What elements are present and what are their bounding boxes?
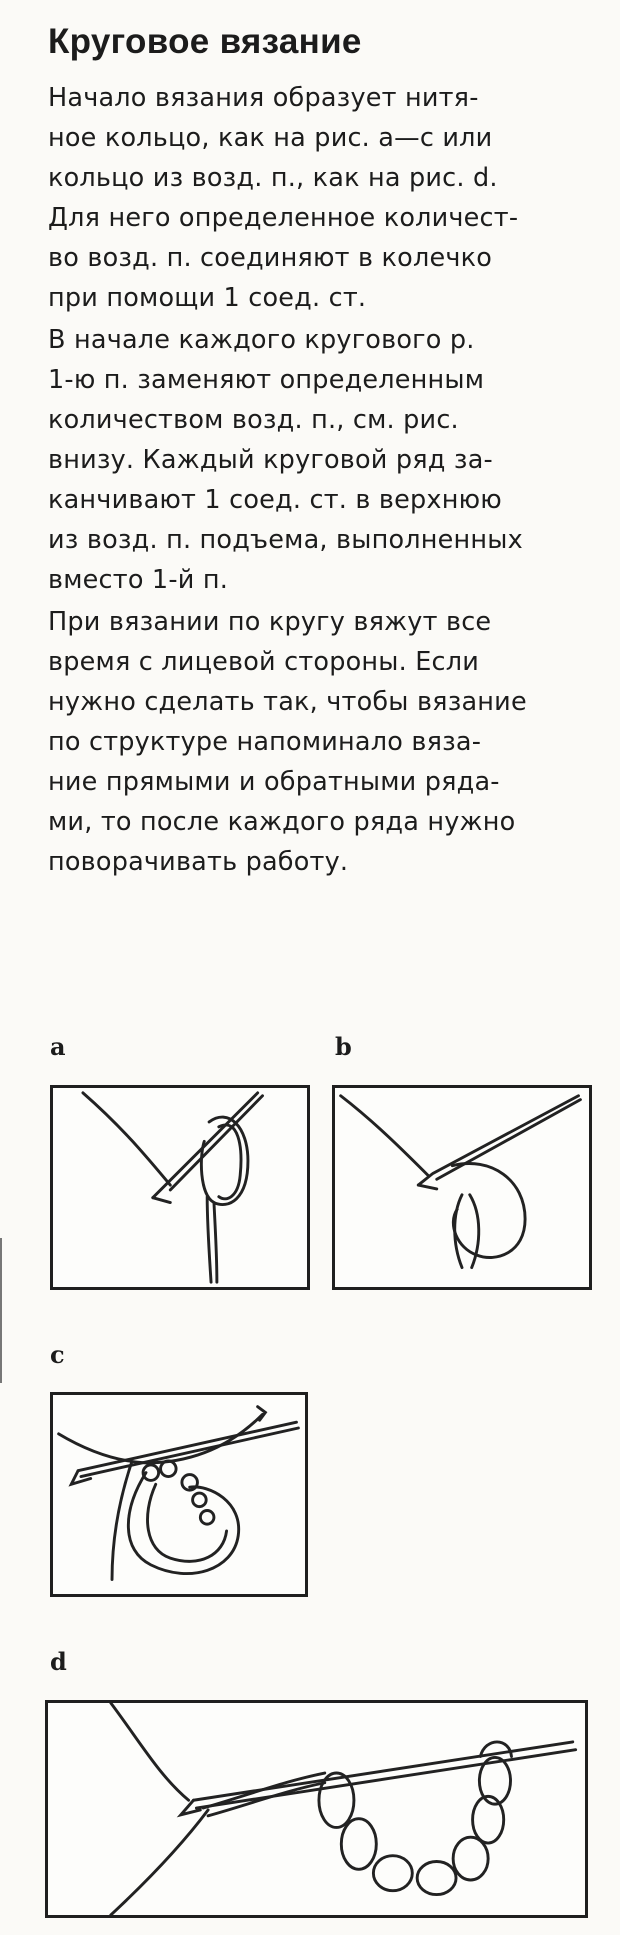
text-line: во возд. п. соединяют в колечко <box>48 243 492 273</box>
text-line: кольцо из возд. п., как на рис. d. <box>48 163 498 193</box>
figure-d-label: d <box>50 1647 67 1676</box>
paragraph-2 <box>48 320 608 600</box>
text-line: при помощи 1 соед. ст. <box>48 283 367 313</box>
text-line: из возд. п. подъема, выполненных <box>48 525 523 555</box>
text-line: ние прямыми и обратными ряда- <box>48 767 500 797</box>
figure-b-illustration <box>332 1085 592 1290</box>
page-title: Круговое вязание <box>48 22 362 61</box>
text-line: канчивают 1 соед. ст. в верхнюю <box>48 485 502 515</box>
text-line: вместо 1-й п. <box>48 565 229 595</box>
crochet-illustration-a <box>53 1088 307 1287</box>
figure-a-label: a <box>50 1032 66 1061</box>
text-line: Для него определенное количест- <box>48 203 519 233</box>
text-line: нужно сделать так, чтобы вязание <box>48 687 527 717</box>
text-line: внизу. Каждый круговой ряд за- <box>48 445 493 475</box>
figure-a-illustration <box>50 1085 310 1290</box>
figure-d-illustration <box>45 1700 588 1918</box>
text-line: по структуре напоминало вяза- <box>48 727 482 757</box>
body-text <box>48 78 608 882</box>
paragraph-3 <box>48 602 608 882</box>
paragraph-1 <box>48 78 608 318</box>
figure-b-label: b <box>335 1032 352 1061</box>
page-edge-line <box>0 1238 2 1383</box>
crochet-illustration-b <box>335 1088 589 1287</box>
text-line: В начале каждого кругового р. <box>48 325 475 355</box>
text-line: ное кольцо, как на рис. a—c или <box>48 123 493 153</box>
text-line: 1-ю п. заменяют определенным <box>48 365 485 395</box>
text-line: Начало вязания образует нитя- <box>48 83 479 113</box>
text-line: время с лицевой стороны. Если <box>48 647 480 677</box>
text-line: поворачивать работу. <box>48 847 349 877</box>
text-line: При вязании по кругу вяжут все <box>48 607 492 637</box>
figure-c-label: c <box>50 1340 65 1369</box>
crochet-illustration-d <box>48 1703 585 1915</box>
text-line: ми, то после каждого ряда нужно <box>48 807 516 837</box>
crochet-illustration-c <box>53 1395 305 1594</box>
text-line: количеством возд. п., см. рис. <box>48 405 459 435</box>
figure-c-illustration <box>50 1392 308 1597</box>
